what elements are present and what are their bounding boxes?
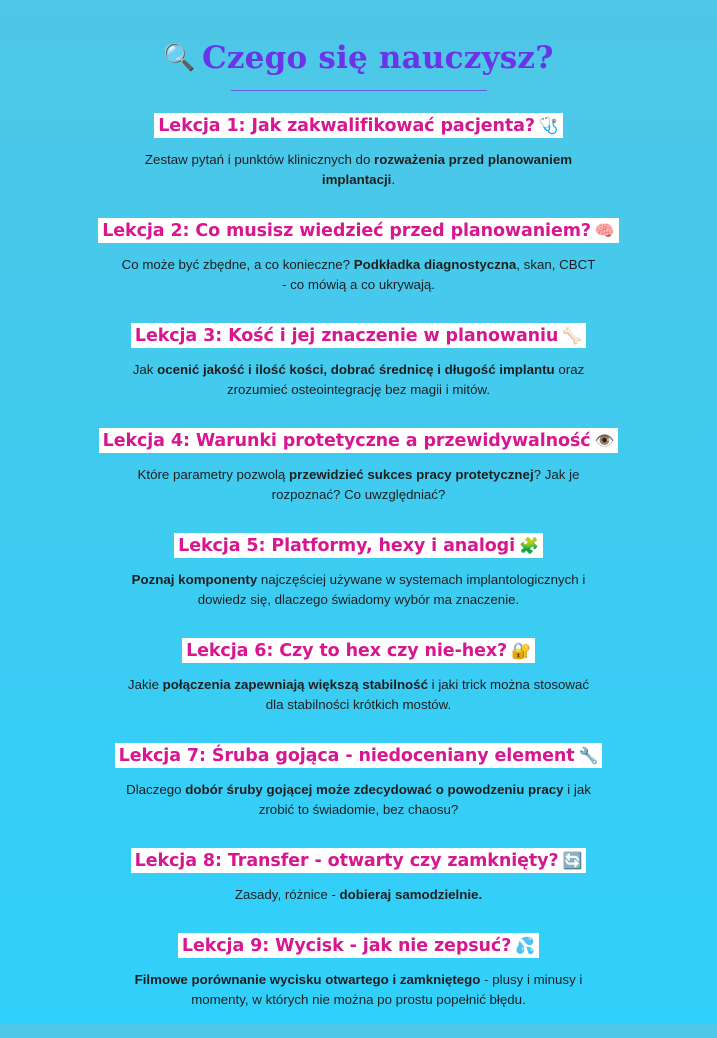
- lesson-description-text: Zasady, różnice -: [234, 887, 340, 902]
- lesson-description-text: Jak: [132, 362, 158, 377]
- page-title-text: Czego się nauczysz?: [202, 40, 554, 76]
- lesson-title-text: Lekcja 1: Jak zakwalifikować pacjenta?: [158, 116, 535, 136]
- lesson-item: [0, 218, 717, 295]
- lesson-description-text: i jaki trick można stosować dla stabilności krótkich mostów.: [265, 677, 590, 712]
- lesson-emoji-icon: 👁️: [594, 431, 615, 450]
- lesson-emoji-icon: 🔐: [511, 641, 531, 660]
- lesson-description-bold: ocenić jakość i ilość kości, dobrać średnicę i długość implantu: [157, 362, 555, 377]
- lesson-description-bold: połączenia zapewniają większą stabilność: [162, 677, 428, 692]
- lesson-title-text: Lekcja 9: Wycisk - jak nie zepsuć?: [181, 936, 512, 956]
- lesson-item: [0, 113, 717, 190]
- lesson-emoji-icon: 🔄: [562, 851, 583, 870]
- lesson-title: [131, 323, 586, 348]
- lesson-title-text: Lekcja 2: Co musisz wiedzieć przed planowaniem?: [102, 221, 591, 241]
- lesson-title: [182, 638, 535, 663]
- lesson-description: [119, 570, 599, 610]
- lesson-description: [119, 970, 599, 1010]
- lesson-title: [174, 533, 543, 558]
- lesson-description-text: , skan, CBCT - co mówią a co ukrywają.: [282, 257, 596, 292]
- lesson-emoji-icon: 🩺: [538, 116, 559, 135]
- lesson-description-text: Jakie: [127, 677, 163, 692]
- lesson-description-text: najczęściej używane w systemach implantologicznych i dowiedz się, dlaczego świadomy wybór ma znaczenie.: [197, 572, 586, 607]
- lesson-emoji-icon: 🔧: [578, 746, 599, 765]
- lesson-description: [119, 255, 599, 295]
- page-title: [163, 40, 553, 76]
- lesson-title-text: Lekcja 3: Kość i jej znaczenie w planowaniu: [134, 326, 559, 346]
- lesson-title: [178, 933, 539, 958]
- lesson-item: [0, 933, 717, 1010]
- lesson-title: [154, 113, 563, 138]
- lesson-description-bold: Podkładka diagnostyczna: [353, 257, 517, 272]
- lesson-description-bold: Filmowe porównanie wycisku otwartego i zamkniętego: [134, 972, 481, 987]
- lesson-description: [119, 150, 599, 190]
- lesson-emoji-icon: 🦴: [562, 326, 583, 345]
- lesson-description-text: ? Jak je rozpoznać? Co uwzględniać?: [271, 467, 580, 502]
- lesson-item: [0, 323, 717, 400]
- lesson-description-text: Zestaw pytań i punktów klinicznych do: [144, 152, 375, 167]
- lesson-item: [0, 428, 717, 505]
- lesson-description-text: i jak zrobić to świadomie, bez chaosu?: [258, 782, 591, 817]
- lesson-emoji-icon: 💦: [515, 936, 536, 955]
- lesson-description-text: Co może być zbędne, a co konieczne?: [121, 257, 354, 272]
- lesson-description-text: - plusy i minusy i momenty, w których nie można po prostu popełnić błędu.: [191, 972, 583, 1007]
- lesson-description: [119, 885, 599, 905]
- lesson-description-bold: rozważenia przed planowaniem implantacji: [321, 152, 573, 187]
- lesson-description-text: Dlaczego: [126, 782, 186, 797]
- lesson-description-text: Które parametry pozwolą: [137, 467, 290, 482]
- lesson-item: [0, 533, 717, 610]
- page-header: [0, 40, 717, 76]
- lesson-title-text: Lekcja 5: Platformy, hexy i analogi: [178, 536, 515, 556]
- lesson-title: [131, 848, 587, 873]
- lesson-item: [0, 638, 717, 715]
- lesson-description-bold: dobieraj samodzielnie.: [339, 887, 483, 902]
- lesson-title: [99, 428, 619, 453]
- lesson-title: [115, 743, 603, 768]
- lesson-description-bold: przewidzieć sukces pracy protetycznej: [289, 467, 534, 482]
- lesson-description: [119, 675, 599, 715]
- lesson-emoji-icon: 🧩: [519, 536, 539, 555]
- lesson-item: [0, 743, 717, 820]
- lesson-title-text: Lekcja 4: Warunki protetyczne a przewidywalność: [102, 431, 591, 451]
- lesson-title-text: Lekcja 6: Czy to hex czy nie-hex?: [186, 641, 508, 661]
- lesson-title-text: Lekcja 7: Śruba gojąca - niedoceniany element: [118, 746, 575, 766]
- lesson-description: [119, 465, 599, 505]
- lesson-title-text: Lekcja 8: Transfer - otwarty czy zamknięty?: [134, 851, 559, 871]
- lesson-item: [0, 848, 717, 905]
- lesson-description-bold: Poznaj komponenty: [131, 572, 258, 587]
- lesson-title: [98, 218, 619, 243]
- magnifier-icon: 🔍: [163, 43, 196, 73]
- lesson-description-text: oraz zrozumieć osteointegrację bez magii i mitów.: [226, 362, 585, 397]
- title-underline: [231, 90, 487, 91]
- lesson-list: [0, 113, 717, 1038]
- lesson-description: [119, 780, 599, 820]
- lesson-description-text: .: [391, 172, 396, 187]
- lesson-description-bold: dobór śruby gojącej może zdecydować o powodzeniu pracy: [185, 782, 564, 797]
- lesson-emoji-icon: 🧠: [594, 221, 615, 240]
- lesson-description: [119, 360, 599, 400]
